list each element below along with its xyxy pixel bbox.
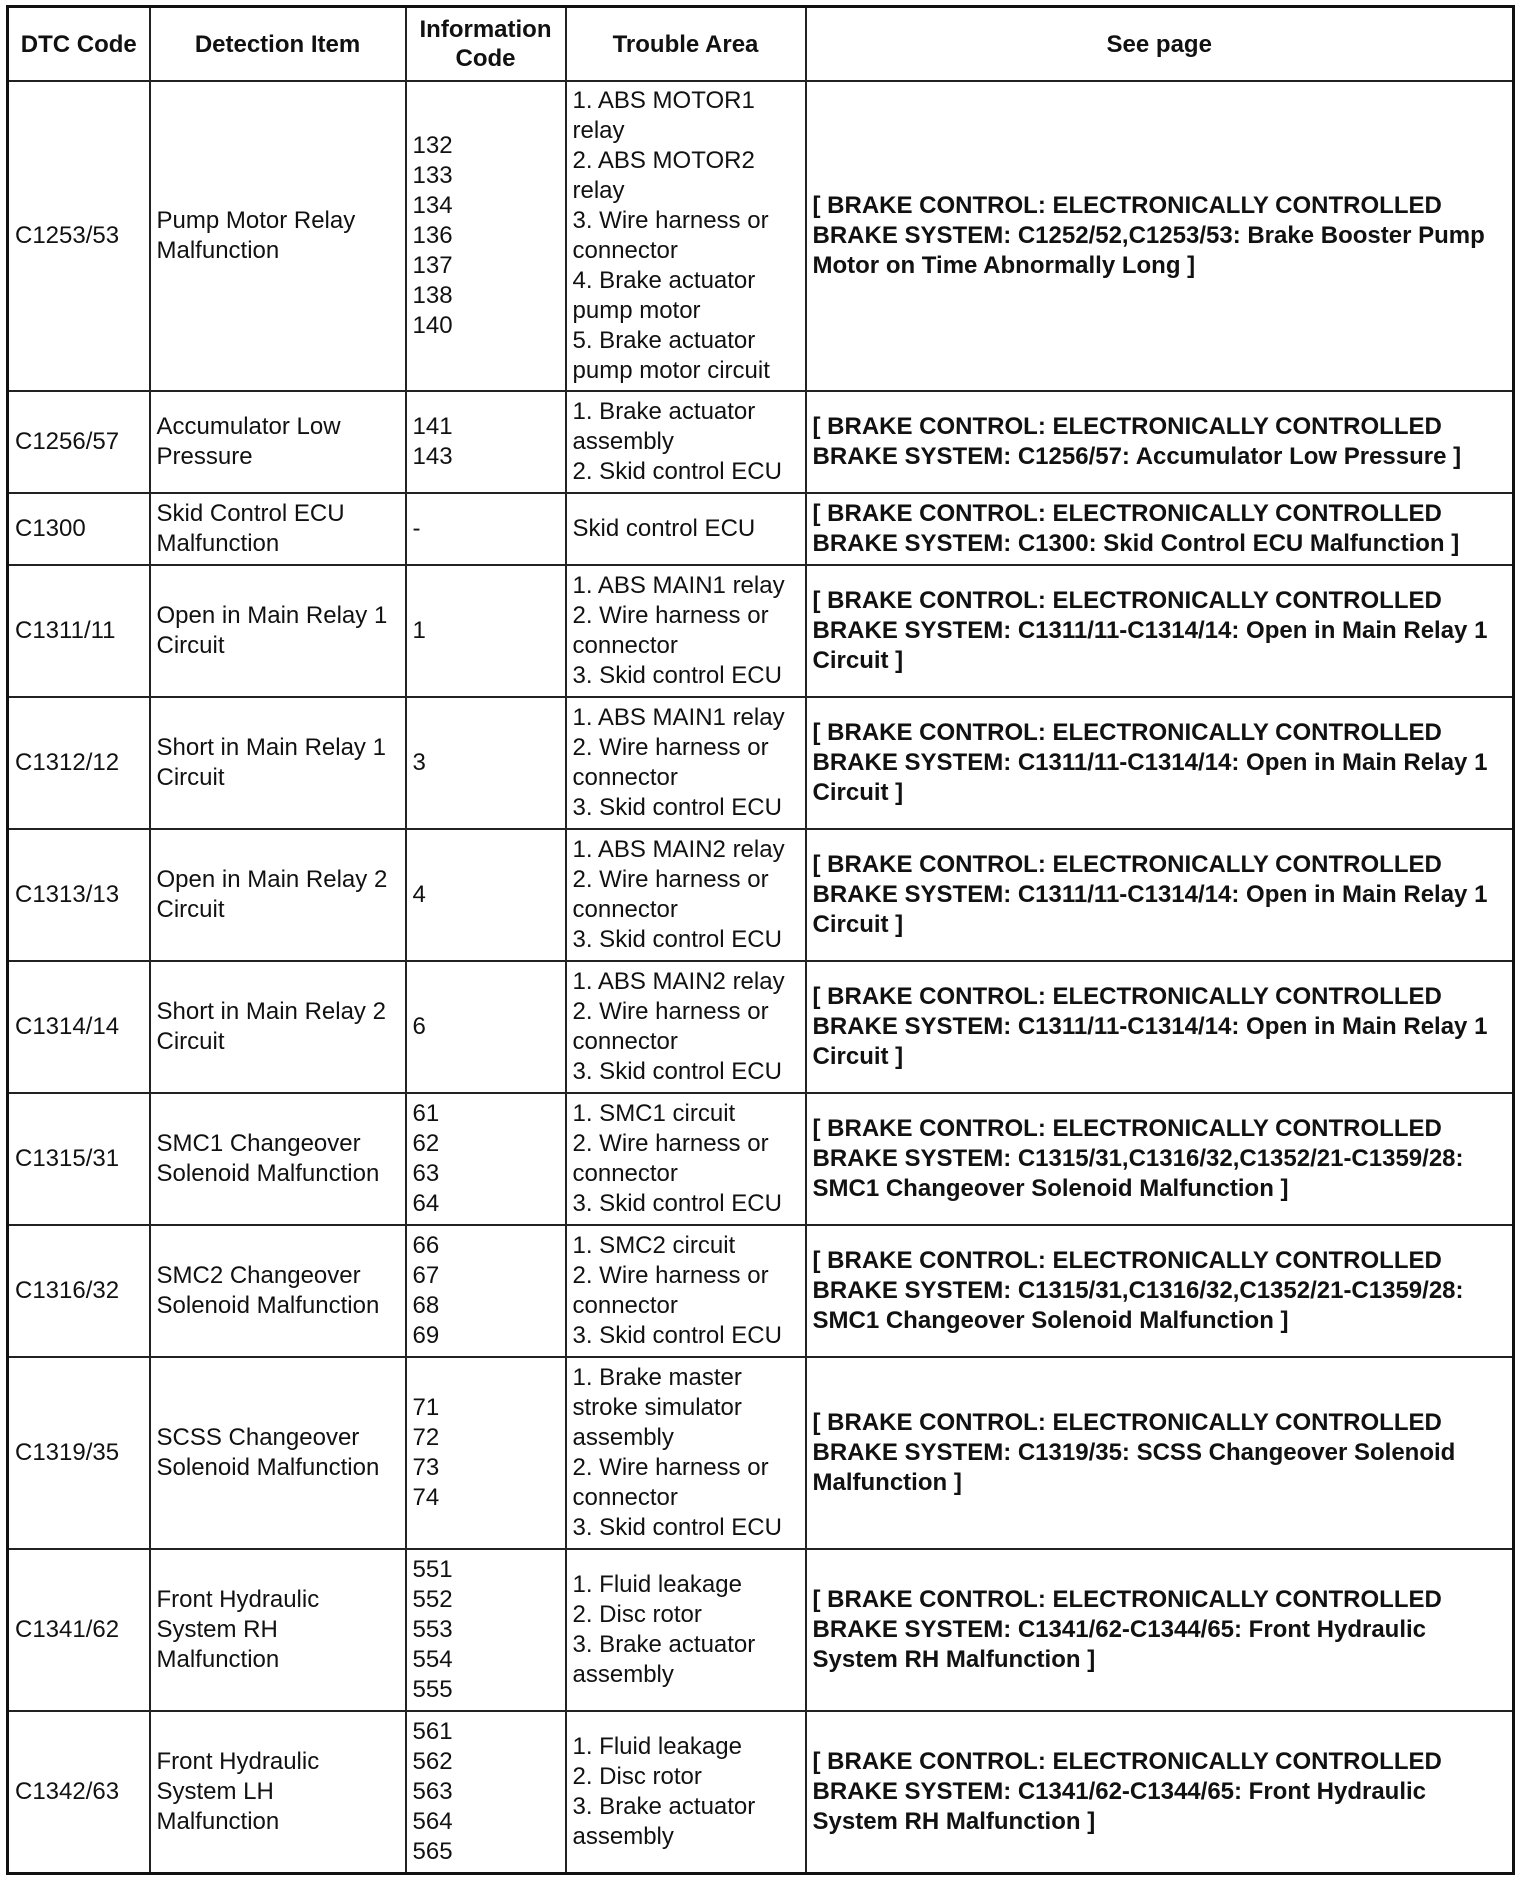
dtc-code-cell: C1341/62 bbox=[8, 1549, 150, 1711]
table-row bbox=[8, 829, 1514, 961]
trouble-area-cell: 1. SMC2 circuit 2. Wire harness or connector 3. Skid control ECU bbox=[566, 1225, 806, 1357]
see-page-link[interactable]: [ BRAKE CONTROL: ELECTRONICALLY CONTROLLED BRAKE SYSTEM: C1341/62-C1344/65: Front Hydraulic System RH Malfunction ] bbox=[806, 1711, 1514, 1873]
information-code-cell: - bbox=[406, 493, 566, 565]
see-page-link[interactable]: [ BRAKE CONTROL: ELECTRONICALLY CONTROLLED BRAKE SYSTEM: C1341/62-C1344/65: Front Hydraulic System RH Malfunction ] bbox=[806, 1549, 1514, 1711]
dtc-code-cell: C1253/53 bbox=[8, 81, 150, 391]
header-dtc-code: DTC Code bbox=[8, 7, 150, 82]
information-code-cell: 71 72 73 74 bbox=[406, 1357, 566, 1549]
trouble-area-cell: 1. Brake actuator assembly 2. Skid control ECU bbox=[566, 391, 806, 493]
dtc-code-cell: C1342/63 bbox=[8, 1711, 150, 1873]
see-page-link[interactable]: [ BRAKE CONTROL: ELECTRONICALLY CONTROLLED BRAKE SYSTEM: C1319/35: SCSS Changeover Solenoid Malfunction ] bbox=[806, 1357, 1514, 1549]
trouble-area-cell: 1. Fluid leakage 2. Disc rotor 3. Brake actuator assembly bbox=[566, 1549, 806, 1711]
dtc-table-container bbox=[6, 5, 1512, 1875]
detection-item-cell: Front Hydraulic System RH Malfunction bbox=[150, 1549, 406, 1711]
table-row bbox=[8, 1549, 1514, 1711]
dtc-code-cell: C1316/32 bbox=[8, 1225, 150, 1357]
dtc-table bbox=[6, 5, 1515, 1875]
header-see-page: See page bbox=[806, 7, 1514, 82]
dtc-code-cell: C1314/14 bbox=[8, 961, 150, 1093]
information-code-cell: 6 bbox=[406, 961, 566, 1093]
see-page-link[interactable]: [ BRAKE CONTROL: ELECTRONICALLY CONTROLLED BRAKE SYSTEM: C1311/11-C1314/14: Open in Main Relay 1 Circuit ] bbox=[806, 961, 1514, 1093]
see-page-link[interactable]: [ BRAKE CONTROL: ELECTRONICALLY CONTROLLED BRAKE SYSTEM: C1300: Skid Control ECU Malfunction ] bbox=[806, 493, 1514, 565]
table-row bbox=[8, 1225, 1514, 1357]
detection-item-cell: Short in Main Relay 2 Circuit bbox=[150, 961, 406, 1093]
detection-item-cell: Front Hydraulic System LH Malfunction bbox=[150, 1711, 406, 1873]
detection-item-cell: SMC1 Changeover Solenoid Malfunction bbox=[150, 1093, 406, 1225]
dtc-code-cell: C1256/57 bbox=[8, 391, 150, 493]
header-trouble-area: Trouble Area bbox=[566, 7, 806, 82]
information-code-cell: 3 bbox=[406, 697, 566, 829]
dtc-code-cell: C1313/13 bbox=[8, 829, 150, 961]
information-code-cell: 561 562 563 564 565 bbox=[406, 1711, 566, 1873]
detection-item-cell: Skid Control ECU Malfunction bbox=[150, 493, 406, 565]
trouble-area-cell: Skid control ECU bbox=[566, 493, 806, 565]
trouble-area-cell: 1. ABS MAIN1 relay 2. Wire harness or connector 3. Skid control ECU bbox=[566, 565, 806, 697]
header-information-code: Information Code bbox=[406, 7, 566, 82]
see-page-link[interactable]: [ BRAKE CONTROL: ELECTRONICALLY CONTROLLED BRAKE SYSTEM: C1311/11-C1314/14: Open in Main Relay 1 Circuit ] bbox=[806, 829, 1514, 961]
dtc-code-cell: C1319/35 bbox=[8, 1357, 150, 1549]
table-row bbox=[8, 81, 1514, 391]
trouble-area-cell: 1. ABS MAIN1 relay 2. Wire harness or connector 3. Skid control ECU bbox=[566, 697, 806, 829]
trouble-area-cell: 1. SMC1 circuit 2. Wire harness or connector 3. Skid control ECU bbox=[566, 1093, 806, 1225]
see-page-link[interactable]: [ BRAKE CONTROL: ELECTRONICALLY CONTROLLED BRAKE SYSTEM: C1311/11-C1314/14: Open in Main Relay 1 Circuit ] bbox=[806, 697, 1514, 829]
trouble-area-cell: 1. Brake master stroke simulator assembly 2. Wire harness or connector 3. Skid control ECU bbox=[566, 1357, 806, 1549]
detection-item-cell: Open in Main Relay 2 Circuit bbox=[150, 829, 406, 961]
dtc-code-cell: C1311/11 bbox=[8, 565, 150, 697]
table-row bbox=[8, 697, 1514, 829]
table-row bbox=[8, 1357, 1514, 1549]
trouble-area-cell: 1. ABS MAIN2 relay 2. Wire harness or connector 3. Skid control ECU bbox=[566, 961, 806, 1093]
information-code-cell: 1 bbox=[406, 565, 566, 697]
table-row bbox=[8, 391, 1514, 493]
detection-item-cell: SMC2 Changeover Solenoid Malfunction bbox=[150, 1225, 406, 1357]
see-page-link[interactable]: [ BRAKE CONTROL: ELECTRONICALLY CONTROLLED BRAKE SYSTEM: C1252/52,C1253/53: Brake Booster Pump Motor on Time Abnormally Long ] bbox=[806, 81, 1514, 391]
see-page-link[interactable]: [ BRAKE CONTROL: ELECTRONICALLY CONTROLLED BRAKE SYSTEM: C1315/31,C1316/32,C1352/21-C1359/28: SMC1 Changeover Solenoid Malfunction ] bbox=[806, 1093, 1514, 1225]
detection-item-cell: Accumulator Low Pressure bbox=[150, 391, 406, 493]
see-page-link[interactable]: [ BRAKE CONTROL: ELECTRONICALLY CONTROLLED BRAKE SYSTEM: C1256/57: Accumulator Low Pressure ] bbox=[806, 391, 1514, 493]
information-code-cell: 4 bbox=[406, 829, 566, 961]
detection-item-cell: Open in Main Relay 1 Circuit bbox=[150, 565, 406, 697]
header-detection-item: Detection Item bbox=[150, 7, 406, 82]
trouble-area-cell: 1. ABS MAIN2 relay 2. Wire harness or connector 3. Skid control ECU bbox=[566, 829, 806, 961]
detection-item-cell: SCSS Changeover Solenoid Malfunction bbox=[150, 1357, 406, 1549]
trouble-area-cell: 1. ABS MOTOR1 relay 2. ABS MOTOR2 relay 3. Wire harness or connector 4. Brake actuator pump motor 5. Brake actuator pump motor circuit bbox=[566, 81, 806, 391]
trouble-area-cell: 1. Fluid leakage 2. Disc rotor 3. Brake actuator assembly bbox=[566, 1711, 806, 1873]
dtc-code-cell: C1312/12 bbox=[8, 697, 150, 829]
table-row bbox=[8, 1093, 1514, 1225]
information-code-cell: 132 133 134 136 137 138 140 bbox=[406, 81, 566, 391]
table-row bbox=[8, 961, 1514, 1093]
information-code-cell: 551 552 553 554 555 bbox=[406, 1549, 566, 1711]
dtc-code-cell: C1315/31 bbox=[8, 1093, 150, 1225]
detection-item-cell: Short in Main Relay 1 Circuit bbox=[150, 697, 406, 829]
detection-item-cell: Pump Motor Relay Malfunction bbox=[150, 81, 406, 391]
information-code-cell: 141 143 bbox=[406, 391, 566, 493]
table-row bbox=[8, 493, 1514, 565]
dtc-code-cell: C1300 bbox=[8, 493, 150, 565]
see-page-link[interactable]: [ BRAKE CONTROL: ELECTRONICALLY CONTROLLED BRAKE SYSTEM: C1311/11-C1314/14: Open in Main Relay 1 Circuit ] bbox=[806, 565, 1514, 697]
table-row bbox=[8, 565, 1514, 697]
header-row bbox=[8, 7, 1514, 82]
table-row bbox=[8, 1711, 1514, 1873]
information-code-cell: 66 67 68 69 bbox=[406, 1225, 566, 1357]
information-code-cell: 61 62 63 64 bbox=[406, 1093, 566, 1225]
see-page-link[interactable]: [ BRAKE CONTROL: ELECTRONICALLY CONTROLLED BRAKE SYSTEM: C1315/31,C1316/32,C1352/21-C1359/28: SMC1 Changeover Solenoid Malfunction ] bbox=[806, 1225, 1514, 1357]
